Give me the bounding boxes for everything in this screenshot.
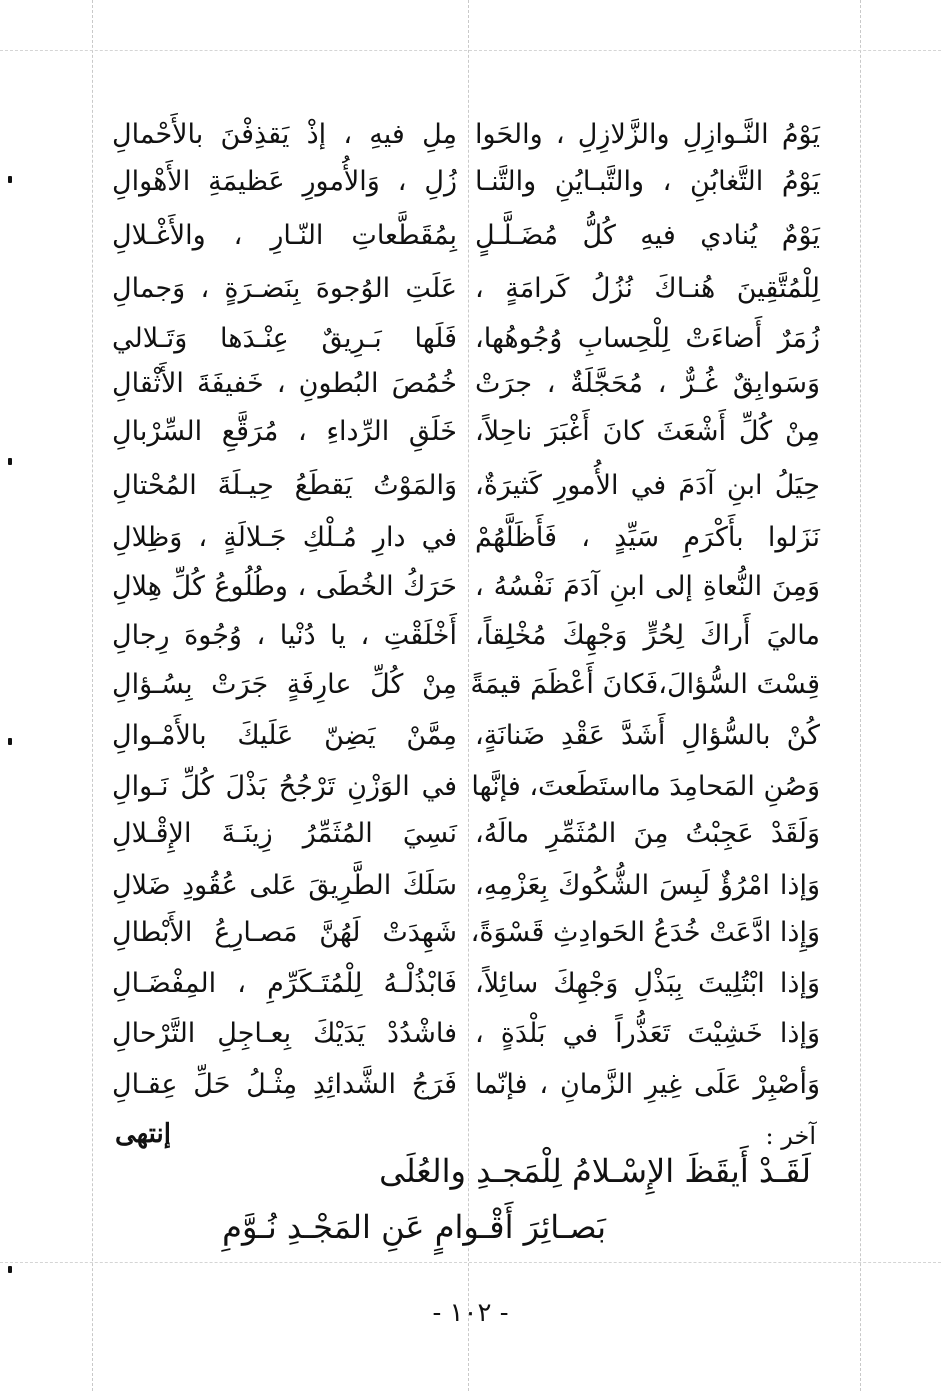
verse-line	[100, 111, 820, 158]
verse-second-hemistich: فاشْدُدْ يَدَيْكَ بِعـاجِلِ التَّرْحالِ	[112, 1018, 457, 1049]
verse-second-hemistich: فَرَجُ الشَّدائِدِ مِثْـلُ حَلِّ عِقـالِ	[112, 1069, 457, 1100]
verse-line	[100, 862, 820, 909]
verse-first-hemistich: لِلْمُتَّقِينَ هُنـاكَ نُزُلُ كَرامَةٍ ،	[475, 273, 820, 304]
verse-first-hemistich: زُمَرٌ أَضاءَتْ لِلْحِسابِ وُجُوهُها،	[475, 323, 820, 354]
verse-line	[100, 810, 820, 857]
final-verse-second-hemistich: بَصـائِرَ أَقْـوامٍ عَنِ المَجْـدِ نُـوَّمِ	[222, 1208, 606, 1246]
verse-second-hemistich: في الوَزْنِ تَرْجُحُ بَذْلَ كُلِّ نَـوالِ	[112, 771, 457, 802]
verse-first-hemistich: مِنْ كُلِّ أَشْعَثَ كانَ أَغْبَرَ ناحِلاً،	[475, 416, 820, 447]
verse-first-hemistich: يَوْمُ التَّغابُنِ ، والتَّبـايُنِ والتَّنـا	[475, 166, 820, 197]
final-verse-first-hemistich: لَقَـدْ أَيقَظَ الإِسْـلامُ لِلْمَجـدِ والعُلَى	[379, 1152, 811, 1190]
verse-line	[100, 909, 820, 956]
verse-line	[100, 514, 820, 561]
verse-first-hemistich: وَمِنَ النُّعاةِ إلى ابنِ آدَمَ نَفْسُهُ ،	[475, 571, 820, 602]
verse-first-hemistich: وَلَقَدْ عَجِبْتُ مِنَ المُثَمِّرِ مالَهُ،	[475, 818, 820, 849]
verse-line	[100, 408, 820, 455]
verse-line	[100, 712, 820, 759]
verse-line	[100, 563, 820, 610]
scan-line	[92, 0, 93, 1391]
verse-second-hemistich: مِلِ فيهِ ، إذْ يَقذِفْنَ بالأَحْمالِ	[112, 119, 457, 150]
verse-second-hemistich: فَابْذُلْـهُ لِلْمُتَـكَرِّمِ ، المِفْضَـالِ	[112, 968, 457, 999]
verse-line	[100, 1061, 820, 1108]
verse-second-hemistich: خَلَقِ الرِّداءِ ، مُرَقَّعِ السِّرْبالِ	[112, 416, 457, 447]
verse-second-hemistich: نَسِيَ المُثَمِّرُ زِينَـةَ الإِقْـلالِ	[112, 818, 457, 849]
verse-second-hemistich: عَلَتِ الوُجوهَ بِنَضـرَةٍ ، وَجمالِ	[112, 273, 457, 304]
verse-first-hemistich: نَزَلوا بأَكْرَمِ سَيِّدٍ ، فَأَظَلَّهُمْ	[475, 522, 820, 553]
other-poem-label: آخر :	[765, 1122, 816, 1150]
verse-first-hemistich: قِسْتَ السُّؤالَ،فَكانَ أَعْظَمَ قيمَةً	[470, 669, 820, 700]
verse-first-hemistich: يَوْمُ النَّـوازِلِ والزَّلازِلِ ، والحَوا	[475, 119, 820, 150]
binder-mark	[8, 176, 12, 183]
binder-mark	[8, 458, 12, 465]
verse-first-hemistich: يَوْمٌ يُنادي فيهِ كُلُّ مُضَـلَّـلٍ	[475, 220, 820, 251]
scan-line	[0, 50, 941, 51]
scan-line	[860, 0, 861, 1391]
verse-second-hemistich: في دارِ مُـلْكِ جَـلالَةٍ ، وَظِلالِ	[112, 522, 457, 553]
verse-first-hemistich: وَأصْبِرْ عَلَى غِيرِ الزَّمانِ ، فإنّما	[475, 1069, 820, 1100]
verse-first-hemistich: وَصُنِ المَحامِدَ مااستَطَعتَ، فإنَّها	[471, 771, 820, 802]
verse-second-hemistich: أَخْلَقْتِ ، يا دُنْيا ، وُجُوهَ رِجالِ	[112, 620, 457, 651]
verse-second-hemistich: وَالمَوْتُ يَقطَعُ حِيـلَةَ المُحْتالِ	[112, 470, 457, 501]
verse-line	[100, 315, 820, 362]
verse-line	[100, 763, 820, 810]
verse-second-hemistich: فَلَها بَـرِيقٌ عِنْـدَها وَتَـلالي	[112, 323, 457, 354]
scan-line	[0, 1262, 941, 1263]
verse-line	[100, 1010, 820, 1057]
verse-first-hemistich: وَإذا امْرُؤٌ لَبِسَ الشُّكُوكَ بِعَزْمِهِ،	[475, 870, 820, 901]
verse-second-hemistich: شَهِدَتْ لَهُنَّ مَصـارِعُ الأَبْطالِ	[112, 917, 457, 948]
verse-second-hemistich: مِمَّنْ يَضِنّ عَلَيكَ بالأَمْـوالِ	[112, 720, 457, 751]
verse-line	[100, 360, 820, 407]
binder-mark	[8, 1266, 12, 1273]
verse-line	[100, 158, 820, 205]
page-number: - ١٠٢ -	[432, 1298, 509, 1328]
verse-second-hemistich: مِنْ كُلِّ عارِفَةٍ جَرَتْ بِسُـؤالِ	[112, 669, 457, 700]
verse-first-hemistich: حِيَلُ ابنِ آدَمَ في الأُمورِ كَثيرَةٌ،	[475, 470, 820, 501]
verse-first-hemistich: وَسَوابِقٌ غُـرٌّ ، مُحَجَّلَةٌ ، جرَتْ	[475, 368, 820, 399]
verse-line	[100, 462, 820, 509]
verse-first-hemistich: كُنْ بالسُّؤالِ أَشَدَّ عَقْدِ ضَنانَةٍ،	[475, 720, 820, 751]
verse-line	[100, 265, 820, 312]
verse-first-hemistich: وَإِذا ادَّعَتْ خُدَعُ الحَوادِثِ قَسْوَةً،	[470, 917, 820, 948]
end-marker: إنتهى	[115, 1119, 171, 1149]
verse-second-hemistich: بِمُقَطَّعاتِ النّـارِ ، والأَغْـلالِ	[112, 220, 457, 251]
verse-second-hemistich: حَرَكُ الخُطَى ، وطُلُوعُ كُلِّ هِلالِ	[112, 571, 457, 602]
verse-line	[100, 612, 820, 659]
verse-second-hemistich: خُمُصَ البُطونِ ، خَفيفَةَ الأَثْقالِ	[112, 368, 457, 399]
verse-first-hemistich: وَإذا ابْتُلِيتَ بِبَذْلِ وَجْهِكَ سائِلاً،	[475, 968, 820, 999]
verse-first-hemistich: وَإذا خَشِيْتَ تَعَذُّراً في بَلْدَةٍ ،	[475, 1018, 820, 1049]
verse-line	[100, 960, 820, 1007]
binder-mark	[8, 738, 12, 745]
verse-line	[100, 212, 820, 259]
verse-second-hemistich: زُلِ ، وَالأُمورِ عَظيمَةِ الأَهْوالِ	[112, 166, 457, 197]
verse-line	[100, 661, 820, 708]
verse-second-hemistich: سَلَكَ الطَّرِيقَ عَلى عُقُودِ ضَلالِ	[112, 870, 457, 901]
verse-first-hemistich: ماليَ أَراكَ لِحُرٍّ وَجْهِكَ مُخْلِقاً،	[475, 620, 820, 651]
